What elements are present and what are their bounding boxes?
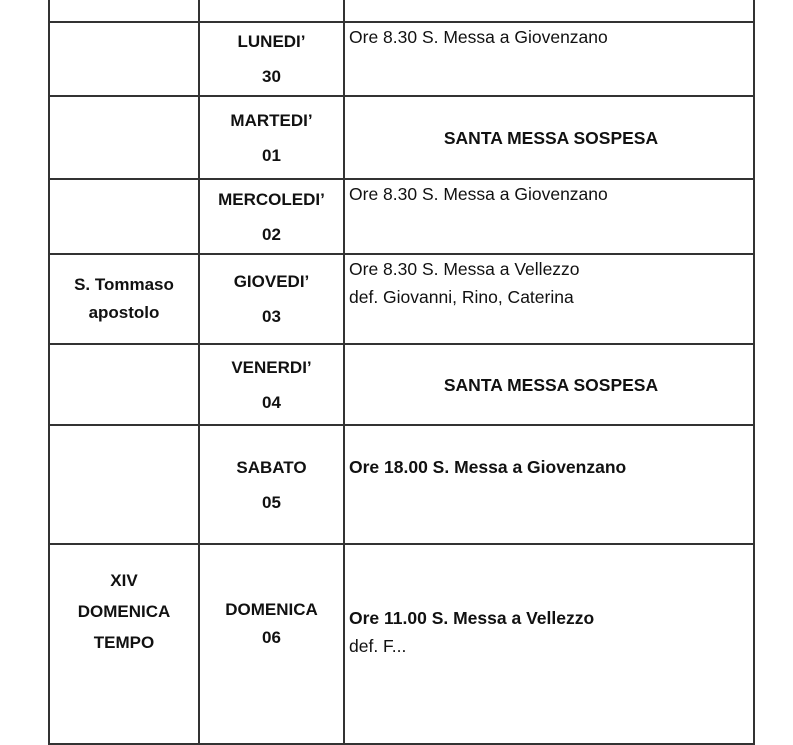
events-cell [344, 254, 754, 344]
day-name: MARTEDI’ [230, 110, 313, 130]
day-name: DOMENICA [225, 600, 318, 619]
day-name: MERCOLEDI’ [218, 189, 325, 209]
events-cell [344, 22, 754, 96]
event-line: Ore 18.00 S. Messa a Giovenzano [349, 457, 627, 477]
events-cell [344, 96, 754, 179]
suspended-notice: SANTA MESSA SOSPESA [443, 127, 659, 148]
events-cell [344, 425, 754, 544]
event-line: Ore 8.30 S. Messa a Giovenzano [349, 27, 608, 47]
day-cell [199, 344, 344, 425]
day-date: 02 [262, 224, 281, 244]
event-line: Ore 11.00 S. Messa a Vellezzo [349, 608, 595, 628]
feast-cell [49, 344, 199, 425]
feast-cell [49, 22, 199, 96]
table-row [49, 425, 754, 544]
day-name: SABATO [236, 457, 307, 477]
day-cell [199, 544, 344, 744]
day-name: GIOVEDI’ [233, 272, 310, 291]
table-row [49, 254, 754, 344]
feast-name: TEMPO [93, 633, 155, 652]
event-line: Ore 8.30 S. Messa a Giovenzano [349, 184, 608, 204]
event-line: def. Giovanni, Rino, Caterina [349, 287, 574, 307]
day-date: 05 [262, 492, 281, 512]
events-cell [344, 344, 754, 425]
day-date: 03 [262, 307, 281, 326]
feast-name: DOMENICA [77, 602, 171, 621]
day-date: 06 [262, 628, 281, 647]
feast-cell [49, 96, 199, 179]
day-cell [199, 0, 344, 22]
day-cell [199, 179, 344, 254]
table-row [49, 96, 754, 179]
feast-cell [49, 254, 199, 344]
table-row [49, 179, 754, 254]
day-cell [199, 254, 344, 344]
day-name: VENERDI’ [231, 357, 312, 377]
event-line: def. F... [349, 636, 407, 656]
feast-name: S. Tommaso [74, 275, 174, 294]
table-row [49, 22, 754, 96]
day-cell [199, 425, 344, 544]
feast-cell [49, 544, 199, 744]
feast-cell [49, 425, 199, 544]
feast-name: apostolo [88, 303, 160, 322]
events-cell [344, 179, 754, 254]
day-date: 30 [262, 67, 281, 86]
table-row [49, 0, 754, 22]
events-cell [344, 0, 754, 22]
table-row [49, 544, 754, 744]
day-date: 04 [262, 392, 281, 412]
day-date: 01 [262, 145, 281, 165]
suspended-notice: SANTA MESSA SOSPESA [443, 374, 659, 395]
event-line: Ore 8.30 S. Messa a Vellezzo [349, 259, 580, 279]
table-row [49, 344, 754, 425]
day-cell [199, 22, 344, 96]
feast-name: XIV [110, 571, 138, 590]
feast-cell [49, 179, 199, 254]
events-cell [344, 544, 754, 744]
feast-cell [49, 0, 199, 22]
day-name: LUNEDI’ [237, 32, 306, 51]
day-cell [199, 96, 344, 179]
mass-schedule-table [48, 0, 755, 745]
